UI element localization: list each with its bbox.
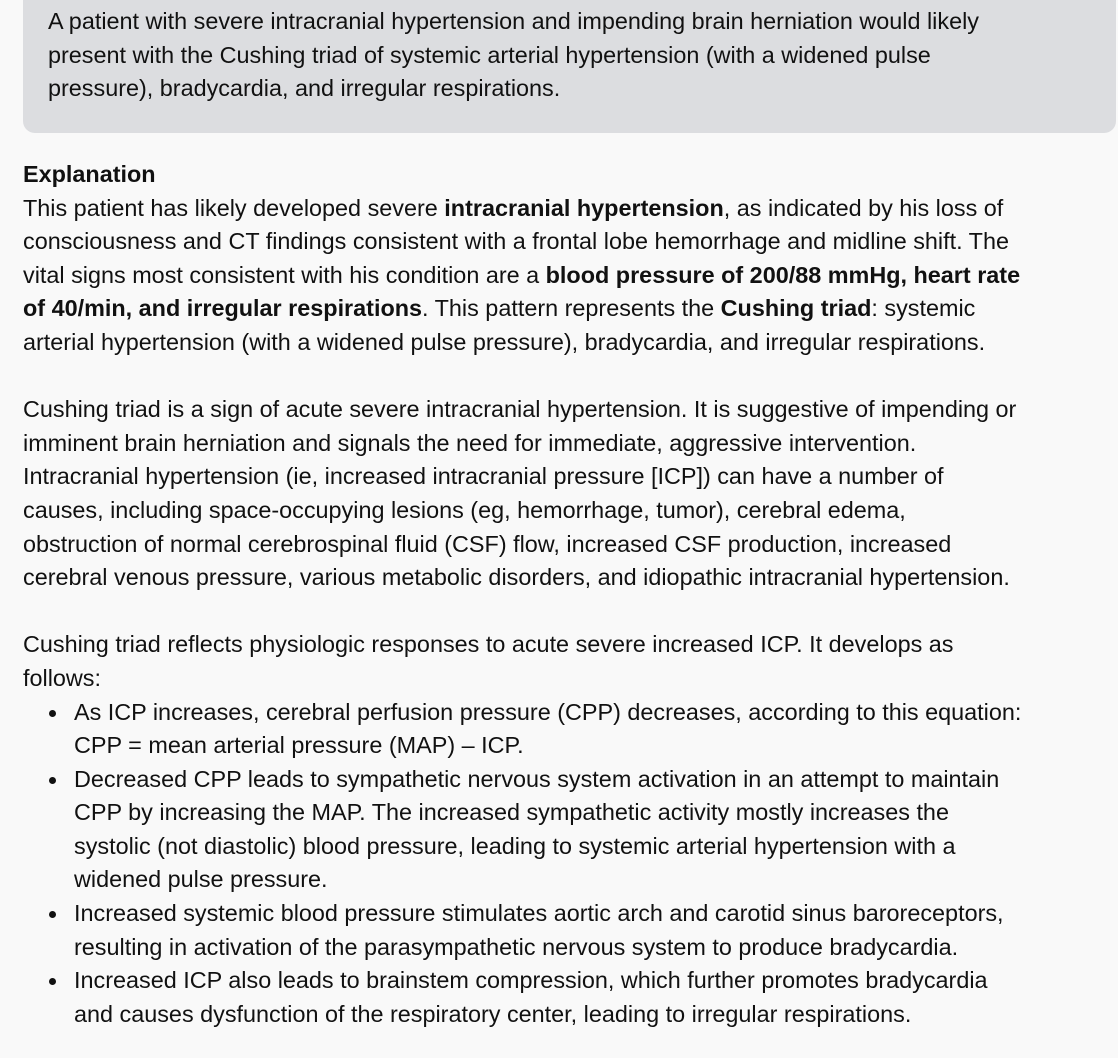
paragraph-line [23, 292, 1118, 326]
answer-summary-box [23, 0, 1116, 133]
explanation-paragraph-1 [23, 192, 1118, 360]
paragraph-line: consciousness and CT findings consistent with a frontal lobe hemorrhage and midline shift. The [23, 228, 1009, 255]
bold-term: Cushing triad [720, 295, 872, 322]
text-run: : systemic [871, 295, 976, 322]
bullet-line: CPP by increasing the MAP. The increased sympathetic activity mostly increases the [74, 799, 949, 826]
explanation-section [23, 158, 1118, 1031]
bold-term: intracranial hypertension [444, 194, 724, 221]
summary-line: A patient with severe intracranial hypertension and impending brain herniation would likely [48, 8, 979, 34]
bullet-line: and causes dysfunction of the respiratory center, leading to irregular respirations. [74, 1000, 912, 1027]
bullet-line: Decreased CPP leads to sympathetic nervous system activation in an attempt to maintain [74, 765, 1000, 792]
text-run: vital signs most consistent with his condition are a [23, 261, 546, 288]
bullet-line: CPP = mean arterial pressure (MAP) – ICP. [74, 732, 524, 759]
paragraph-line [23, 259, 1118, 293]
list-item [23, 897, 1118, 964]
paragraph-line: Cushing triad reflects physiologic responses to acute severe increased ICP. It develops as [23, 631, 954, 658]
paragraph-gap [23, 595, 1118, 629]
bullet-line: widened pulse pressure. [74, 866, 328, 893]
bold-term: blood pressure of 200/88 mmHg, heart rate [545, 261, 1021, 288]
paragraph-gap [23, 360, 1118, 394]
bold-term: of 40/min, and irregular respirations [23, 295, 423, 322]
paragraph-line [23, 192, 1118, 226]
bullet-dot [49, 710, 56, 717]
explanation-heading: Explanation [23, 161, 156, 187]
bullet-line: Increased ICP also leads to brainstem compression, which further promotes bradycardia [74, 967, 988, 994]
paragraph-line: causes, including space-occupying lesions (eg, hemorrhage, tumor), cerebral edema, [23, 496, 906, 523]
bullet-dot [49, 978, 56, 985]
bullet-line: systolic (not diastolic) blood pressure, leading to systemic arterial hypertension with a [74, 832, 956, 859]
summary-line: present with the Cushing triad of systemic arterial hypertension (with a widened pulse [48, 41, 931, 68]
paragraph-line: arterial hypertension (with a widened pulse pressure), bradycardia, and irregular respirations. [23, 328, 986, 355]
list-item [23, 763, 1118, 897]
paragraph-line: cerebral venous pressure, various metabolic disorders, and idiopathic intracranial hypertension. [23, 564, 1010, 591]
text-run: , as indicated by his loss of [723, 194, 1004, 221]
paragraph-line: follows: [23, 664, 101, 691]
bullet-line: resulting in activation of the parasympathetic nervous system to produce bradycardia. [74, 933, 959, 960]
paragraph-line: obstruction of normal cerebrospinal fluid (CSF) flow, increased CSF production, increased [23, 530, 952, 557]
text-run: . This pattern represents the [422, 295, 721, 322]
bullet-dot [49, 777, 56, 784]
bullet-dot [49, 911, 56, 918]
list-item [23, 964, 1118, 1031]
summary-line: pressure), bradycardia, and irregular respirations. [48, 75, 561, 102]
paragraph-line: imminent brain herniation and signals the need for immediate, aggressive intervention. [23, 429, 917, 456]
explanation-paragraph-2 [23, 393, 1118, 595]
bullet-line: As ICP increases, cerebral perfusion pressure (CPP) decreases, according to this equation: [74, 698, 1022, 725]
bullet-line: Increased systemic blood pressure stimulates aortic arch and carotid sinus baroreceptors, [74, 900, 1004, 927]
text-run: This patient has likely developed severe [23, 194, 445, 221]
paragraph-line: Cushing triad is a sign of acute severe intracranial hypertension. It is suggestive of impending or [23, 396, 1017, 423]
explanation-paragraph-3 [23, 628, 1118, 695]
list-item [23, 696, 1118, 763]
paragraph-line: Intracranial hypertension (ie, increased intracranial pressure [ICP]) can have a number of [23, 463, 944, 490]
mechanism-bullet-list [23, 696, 1118, 1032]
